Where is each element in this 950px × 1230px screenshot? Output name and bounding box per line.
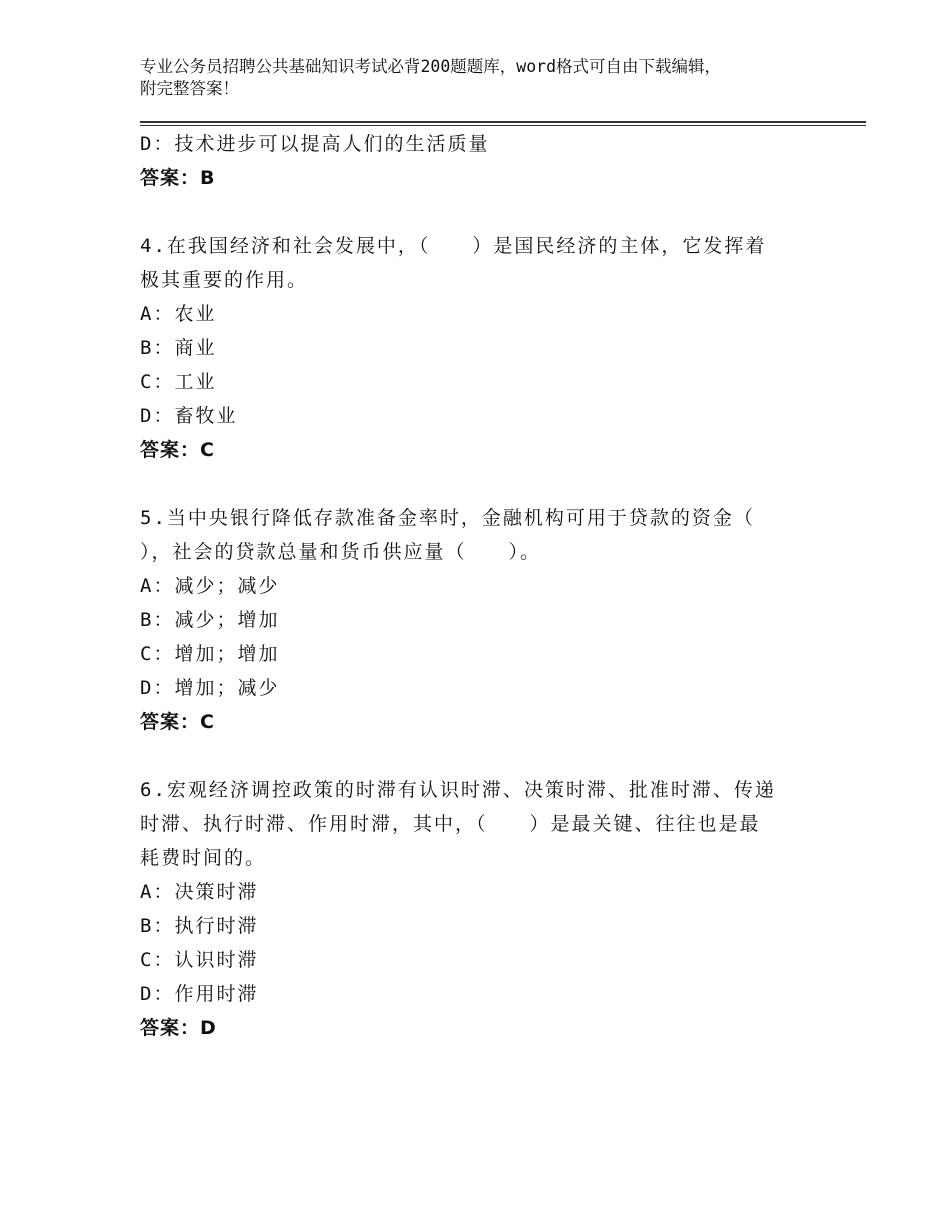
- question-stem-line: 极其重要的作用。: [140, 269, 309, 291]
- option-c: C：认识时滞: [140, 949, 259, 971]
- question-stem-line: 耗费时间的。: [140, 847, 267, 869]
- page-header: [140, 56, 830, 100]
- option-a: A：决策时滞: [140, 881, 259, 903]
- answer-label: 答案：D: [140, 1017, 217, 1039]
- question-stem-line: ），社会的贷款总量和货币供应量（ ）。: [140, 541, 542, 563]
- question-list: [140, 127, 820, 1045]
- spacer: [140, 467, 820, 501]
- header-line-2: 附完整答案！: [140, 79, 239, 98]
- option-d: D：畜牧业: [140, 405, 238, 427]
- question-stem-line: 4.在我国经济和社会发展中，（ ）是国民经济的主体，它发挥着: [140, 235, 767, 257]
- header-line-1: 专业公务员招聘公共基础知识考试必背200题题库，word格式可自由下载编辑，: [140, 57, 722, 76]
- spacer: [140, 195, 820, 229]
- question-stem-line: 6.宏观经济调控政策的时滞有认识时滞、决策时滞、批准时滞、传递: [140, 779, 776, 801]
- option-c: C：增加；增加: [140, 643, 280, 665]
- option-c: C：工业: [140, 371, 217, 393]
- question-4: [140, 229, 820, 467]
- option-d: D：作用时滞: [140, 983, 259, 1005]
- option-b: B：减少；增加: [140, 609, 280, 631]
- question-stem-line: 时滞、执行时滞、作用时滞，其中，（ ）是最关键、往往也是最: [140, 813, 761, 835]
- option-a: A：农业: [140, 303, 217, 325]
- option-a: A：减少；减少: [140, 575, 280, 597]
- header-rule-thick: [140, 121, 866, 123]
- spacer: [140, 739, 820, 773]
- option-b: B：执行时滞: [140, 915, 259, 937]
- answer-label: 答案：C: [140, 711, 215, 733]
- option-b: B：商业: [140, 337, 217, 359]
- option-d: D：增加；减少: [140, 677, 280, 699]
- question-3-tail: [140, 127, 820, 195]
- header-rule-thin: [140, 125, 866, 126]
- answer-label: 答案：C: [140, 439, 215, 461]
- answer-label: 答案：B: [140, 167, 216, 189]
- question-6: [140, 773, 820, 1045]
- option-d: D：技术进步可以提高人们的生活质量: [140, 133, 490, 155]
- question-stem-line: 5.当中央银行降低存款准备金率时，金融机构可用于贷款的资金（: [140, 507, 755, 529]
- question-5: [140, 501, 820, 739]
